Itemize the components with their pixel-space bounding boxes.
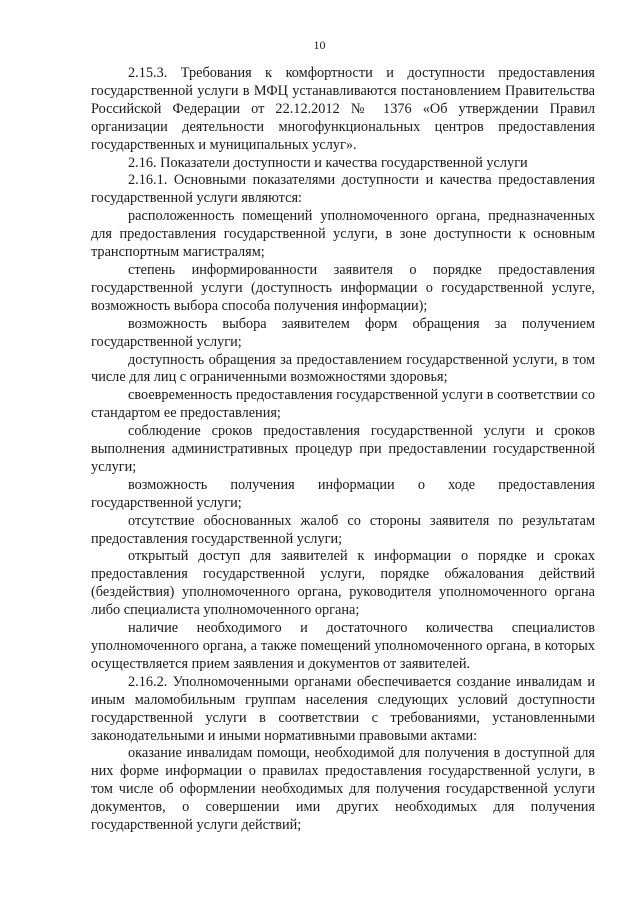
list-item: возможность выбора заявителем форм обращения за получением государственной услуги; bbox=[91, 315, 595, 350]
list-item: степень информированности заявителя о порядке предоставления государственной услуги (доступность информации о государственной услуге, возможность выбора способа получения информации); bbox=[91, 261, 595, 314]
list-item: возможность получения информации о ходе предоставления государственной услуги; bbox=[91, 476, 595, 511]
list-item: своевременность предоставления государственной услуги в соответствии со стандартом ее предоставления; bbox=[91, 387, 595, 422]
list-item: наличие необходимого и достаточного количества специалистов уполномоченного органа, а также помещений уполномоченного органа, в которых осуществляется прием заявления и документов от заявителей. bbox=[91, 620, 595, 672]
list-item: доступность обращения за предоставлением государственной услуги, в том числе для лиц с ограниченными возможностями здоровья; bbox=[91, 351, 595, 386]
paragraph-2-16-2: 2.16.2. Уполномоченными органами обеспечивается создание инвалидам и иным маломобильным группам населения следующих условий доступности государственной услуги в соответствии с требованиями, установленными законодательными и иными нормативными правовыми актами: bbox=[91, 673, 595, 744]
page-number: 10 bbox=[313, 38, 326, 52]
paragraph-2-15-3: 2.15.3. Требования к комфортности и доступности предоставления государственной услуги в МФЦ устанавливаются постановлением Правительства Российской Федерации от 22.12.2012 № 1376 «Об утверждении Правил организации деятельности многофункциональных центров предоставления государственных и муниципальных услуг». bbox=[91, 65, 595, 153]
document-body bbox=[91, 65, 595, 835]
paragraph-2-16-1: 2.16.1. Основными показателями доступности и качества предоставления государственной услуги являются: bbox=[91, 172, 595, 207]
list-item: открытый доступ для заявителей к информации о порядке и сроках предоставления государственной услуги, порядке обжалования действий (бездействия) уполномоченного органа, руководителя уполномоченного органа либо специалиста уполномоченного органа; bbox=[91, 548, 595, 619]
list-item: соблюдение сроков предоставления государственной услуги и сроков выполнения административных процедур при предоставлении государственной услуги; bbox=[91, 423, 595, 475]
list-item: оказание инвалидам помощи, необходимой для получения в доступной для них форме информации о правилах предоставления государственной услуги, в том числе об оформлении необходимых для получения государственной услуги документов, о совершении ими других необходимых для получения государственной услуги действий; bbox=[91, 745, 595, 834]
section-heading-2-16: 2.16. Показатели доступности и качества государственной услуги bbox=[128, 154, 528, 171]
list-item: отсутствие обоснованных жалоб со стороны заявителя по результатам предоставления государственной услуги; bbox=[91, 512, 595, 547]
list-item: расположенность помещений уполномоченного органа, предназначенных для предоставления государственной услуги, в зоне доступности к основным транспортным магистралям; bbox=[91, 208, 595, 261]
